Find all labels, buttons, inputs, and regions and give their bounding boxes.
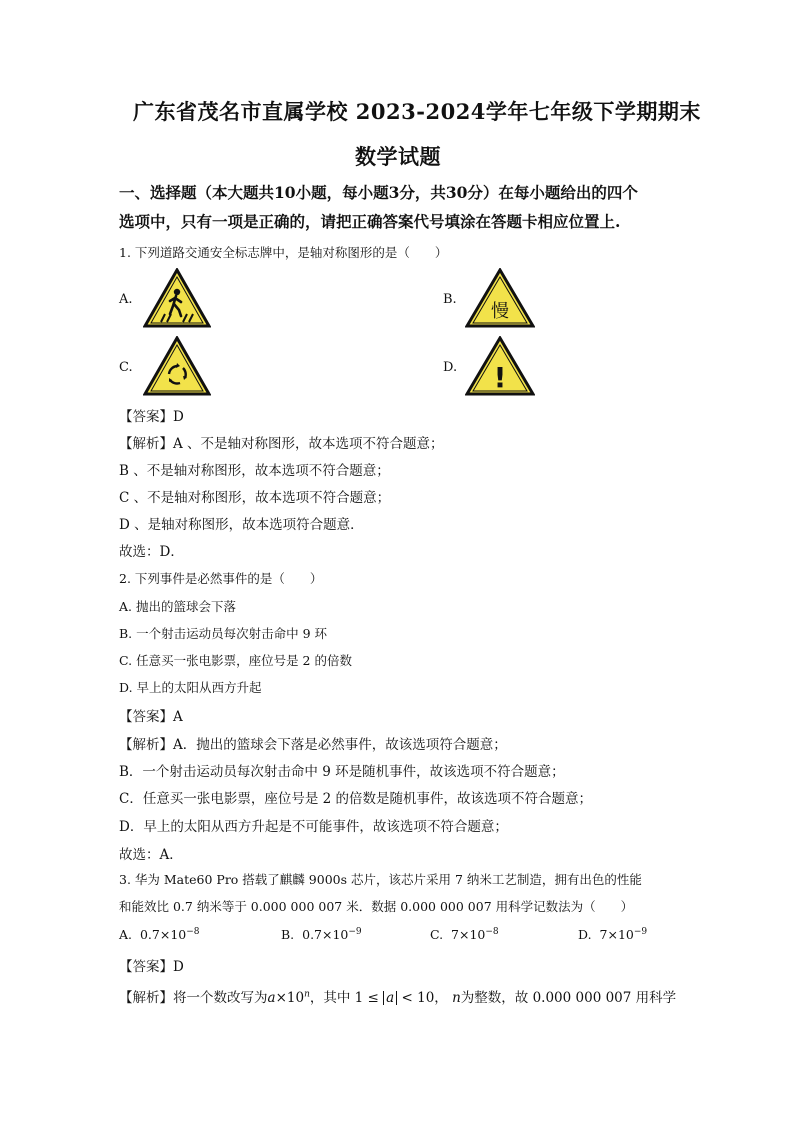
q3-analysis-mid1: ，其中 (309, 990, 351, 1006)
q3-analysis-abs: a (383, 991, 397, 1005)
q3-analysis-a: a (267, 990, 276, 1006)
page-subtitle: 数学试题 (355, 144, 441, 169)
q3-stem-line2: 和能效比 0.7 纳米等于 0.000 000 007 米．数据 0.000 000 007 用科学记数法为（ ） (119, 899, 634, 914)
q1-option-d-label: D. (443, 360, 458, 375)
pedestrian-crossing-sign-icon (143, 268, 211, 328)
roundabout-sign-icon (143, 336, 211, 396)
q1-analysis-line: C 、不是轴对称图形，故本选项不符合题意； (119, 490, 391, 506)
q2-analysis-line: D．早上的太阳从西方升起是不可能事件，故该选项不符合题意； (119, 819, 508, 835)
q1-analysis-line: B 、不是轴对称图形，故本选项不符合题意； (119, 463, 390, 479)
page-title: 广东省茂名市直属学校 2023-2024学年七年级下学期期末 (133, 99, 701, 124)
q1-analysis-line: D 、是轴对称图形，故本选项符合题意． (119, 517, 364, 533)
q3-option-b-label: B. (281, 927, 295, 943)
q3-analysis-pre: 【解析】将一个数改写为 (119, 990, 268, 1006)
q3-option-d-label: D. (578, 927, 592, 943)
q3-option-c-exp: −8 (485, 927, 499, 937)
q2-option: C. 任意买一张电影票，座位号是 2 的倍数 (119, 653, 352, 668)
q3-option-c (430, 927, 499, 942)
q3-answer: 【答案】D (119, 959, 184, 975)
q3-analysis-n: n (304, 989, 310, 1000)
q3-analysis-post: 为整数，故 0.000 000 007 用科学 (460, 990, 677, 1006)
q3-option-a-exp: −8 (186, 927, 200, 937)
q3-analysis-mid2: ， (434, 990, 448, 1006)
q3-option-c-label: C. (430, 927, 444, 943)
q2-analysis-line: B．一个射击运动员每次射击命中 9 环是随机事件，故该选项不符合题意； (119, 764, 565, 780)
q3-option-a-label: A. (119, 927, 133, 943)
q3-analysis-one: 1 ≤ (354, 990, 379, 1006)
q1-analysis-line: 【解析】A 、不是轴对称图形，故本选项不符合题意； (119, 436, 444, 452)
q1-option-c-label: C. (119, 360, 133, 375)
q2-analysis-line: 【解析】A．抛出的篮球会下落是必然事件，故该选项符合题意； (119, 737, 507, 753)
q3-option-d (578, 927, 647, 942)
q3-option-d-exp: −9 (633, 927, 648, 937)
q2-analysis-line: 故选：A． (119, 847, 183, 863)
q1-option-b-label: B. (443, 292, 457, 307)
q3-analysis-lt: < 10 (401, 990, 435, 1006)
q3-analysis-n2: n (452, 990, 461, 1006)
q3-option-b-exp: −9 (348, 927, 362, 937)
q1-stem: 1. 下列道路交通安全标志牌中，是轴对称图形的是（ ） (119, 245, 448, 260)
exclamation-warning-sign-icon (465, 336, 535, 396)
q3-analysis-line (119, 986, 676, 1006)
q2-option: B. 一个射击运动员每次射击命中 9 环 (119, 626, 328, 641)
q2-option: A. 抛出的篮球会下落 (119, 599, 236, 614)
q3-option-c-base: 7×10 (451, 927, 486, 943)
section-heading-line2: 选项中，只有一项是正确的，请把正确答案代号填涂在答题卡相应位置上. (119, 212, 621, 231)
q1-analysis-line: 故选：D． (119, 544, 184, 560)
q3-option-b (281, 927, 362, 942)
exclamation-glyph: ! (493, 361, 507, 394)
q3-stem-line1: 3. 华为 Mate60 Pro 搭载了麒麟 9000s 芯片，该芯片采用 7 纳米工艺制造，拥有出色的性能 (119, 872, 642, 887)
q3-option-b-base: 0.7×10 (302, 927, 349, 943)
section-heading-line1: 一、选择题（本大题共10小题，每小题3分，共30分）在每小题给出的四个 (119, 183, 638, 202)
q2-answer: 【答案】A (119, 709, 183, 725)
slow-sign-glyph: 慢 (491, 301, 509, 322)
q3-option-a-base: 0.7×10 (139, 927, 187, 943)
q2-analysis-line: C．任意买一张电影票，座位号是 2 的倍数是随机事件，故该选项不符合题意； (119, 791, 592, 807)
q1-answer: 【答案】D (119, 409, 184, 425)
q1-option-a-label: A. (119, 292, 133, 307)
q3-option-a (119, 927, 200, 942)
q2-stem: 2. 下列事件是必然事件的是（ ） (119, 571, 323, 586)
q2-option: D. 早上的太阳从西方升起 (119, 680, 262, 695)
q3-option-d-base: 7×10 (599, 927, 634, 943)
slow-down-sign-icon (465, 268, 535, 328)
q3-analysis-times: ×10 (275, 990, 305, 1006)
